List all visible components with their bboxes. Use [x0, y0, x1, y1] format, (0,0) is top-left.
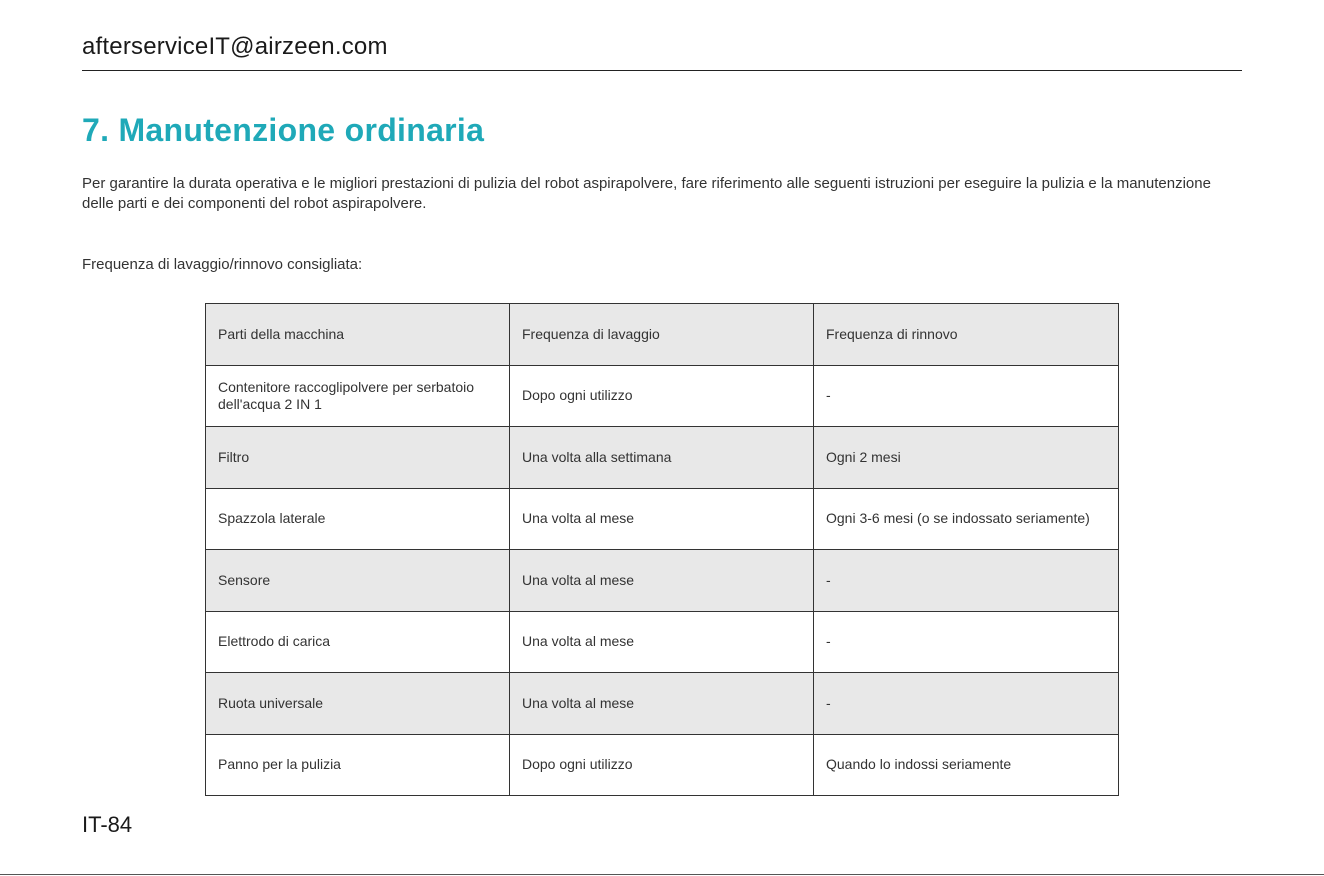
table-cell-replacement: - — [814, 365, 1119, 427]
table-row — [206, 734, 1119, 796]
table-cell-part: Sensore — [206, 550, 510, 612]
table-cell-cleaning: Dopo ogni utilizzo — [510, 365, 814, 427]
intro-paragraph: Per garantire la durata operativa e le migliori prestazioni di pulizia del robot aspirapolvere, fare riferimento alle seguenti istruzioni per eseguire la pulizia e la manutenzione delle parti e dei componenti del robot aspirapolvere. — [82, 175, 1211, 212]
header-cell-replacement-frequency: Frequenza di rinnovo — [814, 304, 1119, 366]
table-cell-cleaning: Una volta alla settimana — [510, 427, 814, 489]
maintenance-frequency-table — [205, 303, 1119, 796]
table-row — [206, 611, 1119, 673]
table-cell-cleaning: Dopo ogni utilizzo — [510, 734, 814, 796]
table-cell-replacement: - — [814, 550, 1119, 612]
table-cell-replacement: - — [814, 611, 1119, 673]
table-cell-replacement: Quando lo indossi seriamente — [814, 734, 1119, 796]
table-cell-part: Elettrodo di carica — [206, 611, 510, 673]
table-cell-part: Ruota universale — [206, 673, 510, 735]
table-row — [206, 488, 1119, 550]
bottom-divider — [0, 874, 1324, 875]
header-divider — [82, 70, 1242, 71]
table-cell-replacement: Ogni 2 mesi — [814, 427, 1119, 489]
table-cell-cleaning: Una volta al mese — [510, 611, 814, 673]
header-email: afterserviceIT@airzeen.com — [82, 33, 388, 60]
table-row — [206, 427, 1119, 489]
table-cell-cleaning: Una volta al mese — [510, 488, 814, 550]
table-cell-part: Contenitore raccoglipolvere per serbatoio dell'acqua 2 IN 1 — [206, 365, 510, 427]
table-cell-part: Spazzola laterale — [206, 488, 510, 550]
table-cell-replacement: Ogni 3-6 mesi (o se indossato seriamente) — [814, 488, 1119, 550]
header-cell-parts: Parti della macchina — [206, 304, 510, 366]
table-row — [206, 550, 1119, 612]
table-cell-part: Panno per la pulizia — [206, 734, 510, 796]
table-cell-cleaning: Una volta al mese — [510, 550, 814, 612]
table-cell-cleaning: Una volta al mese — [510, 673, 814, 735]
frequency-label: Frequenza di lavaggio/rinnovo consigliata: — [82, 256, 363, 273]
table-header-row — [206, 304, 1119, 366]
table-row — [206, 365, 1119, 427]
table-cell-replacement: - — [814, 673, 1119, 735]
page-number: IT-84 — [82, 812, 133, 837]
header-cell-cleaning-frequency: Frequenza di lavaggio — [510, 304, 814, 366]
section-title: 7. Manutenzione ordinaria — [82, 112, 485, 148]
table-cell-part: Filtro — [206, 427, 510, 489]
table-row — [206, 673, 1119, 735]
